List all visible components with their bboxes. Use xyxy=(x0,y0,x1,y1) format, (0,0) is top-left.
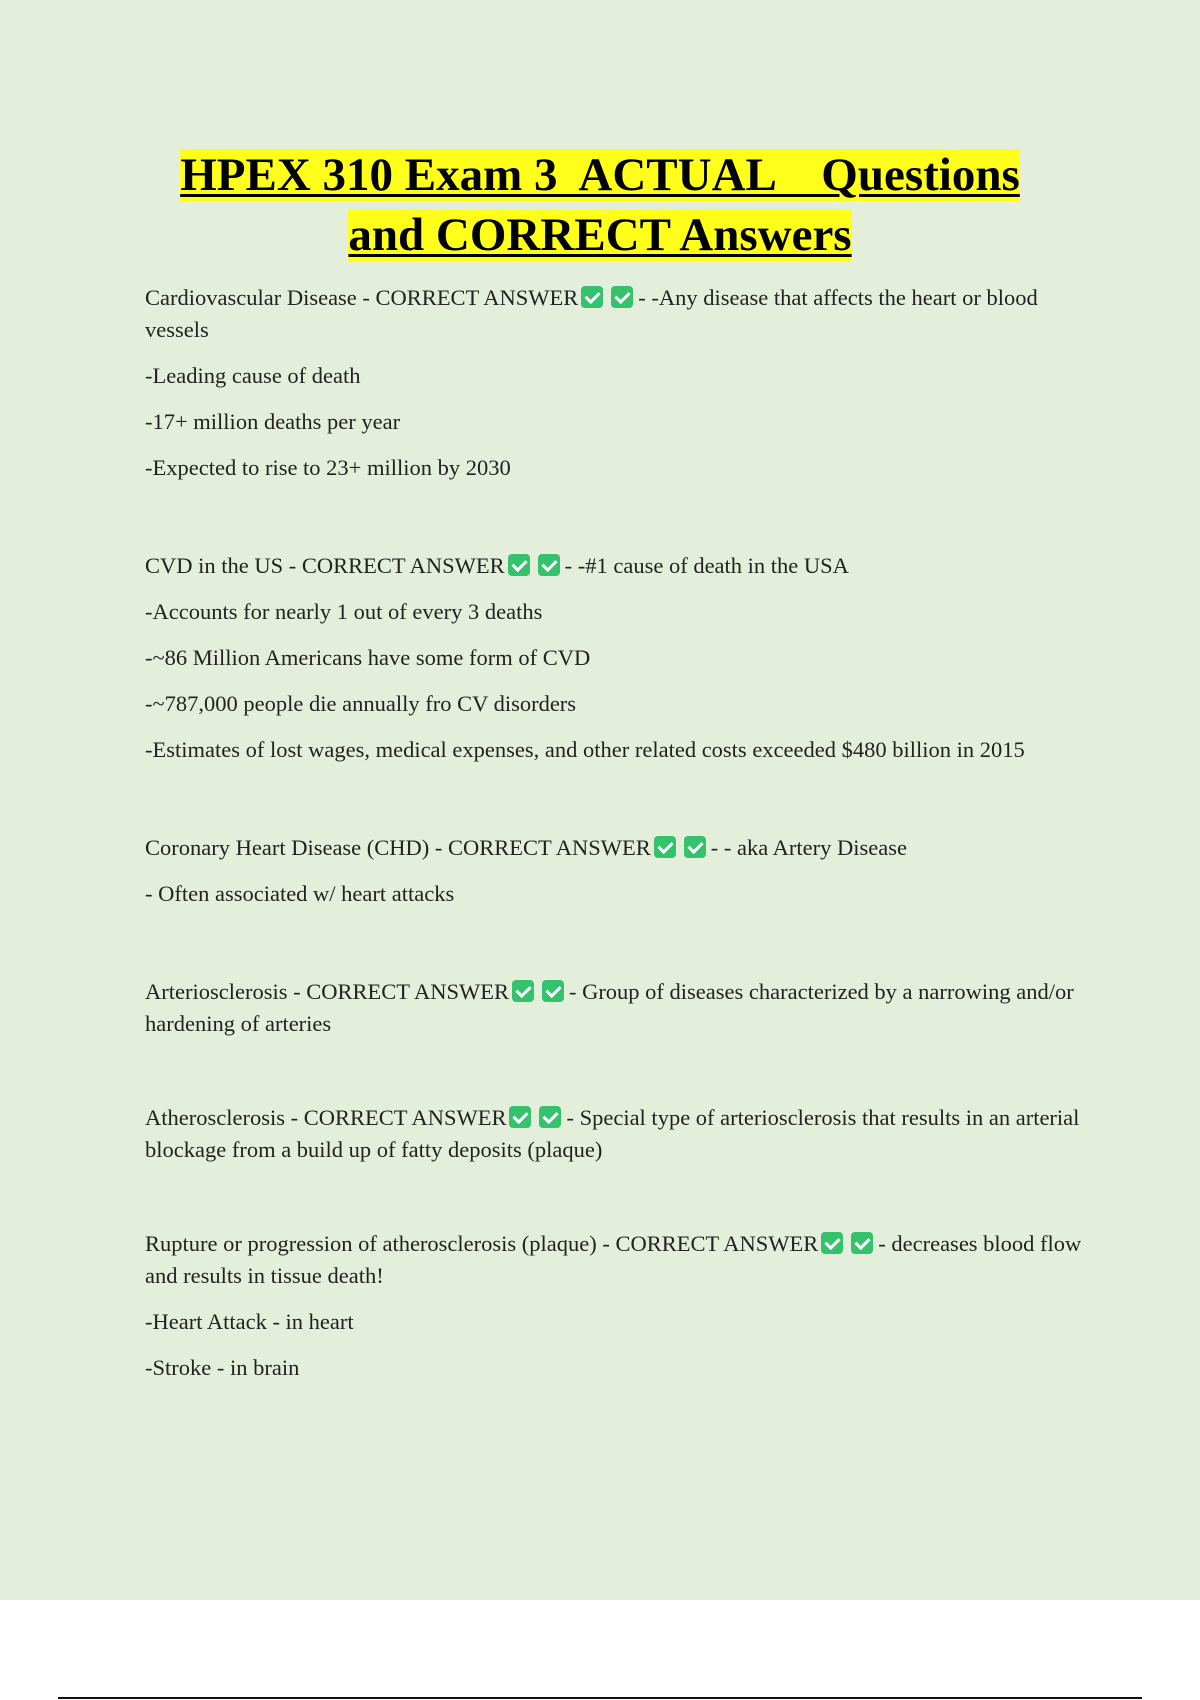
answer-line: -~86 Million Americans have some form of CVD xyxy=(145,645,591,670)
check-mark-icon xyxy=(542,980,564,1002)
qa-answer: - Special type of arteriosclerosis that results in an arterial blockage from a build up of fatty deposits (plaque) xyxy=(145,1105,1080,1162)
qa-term: Cardiovascular Disease - xyxy=(145,285,376,310)
title-line-1: HPEX 310 Exam 3 ACTUAL Questions xyxy=(180,149,1020,201)
qa-term: Rupture or progression of atherosclerosis (plaque) - xyxy=(145,1231,616,1256)
qa-entry-atherosclerosis xyxy=(145,1102,1085,1166)
answer-marker: CORRECT ANSWER xyxy=(448,835,651,860)
qa-answer: - decreases blood flow and results in tissue death! xyxy=(145,1231,1082,1288)
qa-term: Atherosclerosis - xyxy=(145,1105,304,1130)
answer-line: -Expected to rise to 23+ million by 2030 xyxy=(145,455,511,480)
qa-entry-rupture-or-progression xyxy=(145,1228,1085,1384)
answer-line: -Estimates of lost wages, medical expenses, and other related costs exceeded $480 billion in 2015 xyxy=(145,737,1025,762)
answer-line: - Often associated w/ heart attacks xyxy=(145,881,455,906)
qa-question xyxy=(145,1102,1085,1166)
check-mark-icon xyxy=(821,1232,843,1254)
qa-term: Arteriosclerosis - xyxy=(145,979,307,1004)
title-line-2: and CORRECT Answers xyxy=(348,209,852,261)
qa-entry-cvd-in-the-us xyxy=(145,550,1085,766)
qa-question xyxy=(145,550,1085,582)
qa-entry-coronary-heart-disease xyxy=(145,832,1085,910)
qa-term: Coronary Heart Disease (CHD) - xyxy=(145,835,449,860)
qa-entry-cardiovascular-disease xyxy=(145,282,1085,484)
qa-question xyxy=(145,976,1085,1040)
answer-marker: CORRECT ANSWER xyxy=(615,1231,819,1256)
check-mark-icon xyxy=(539,1106,561,1128)
answer-line: -~787,000 people die annually fro CV disorders xyxy=(145,691,577,716)
qa-question xyxy=(145,282,1085,346)
check-mark-icon xyxy=(611,286,633,308)
qa-question xyxy=(145,832,1085,864)
check-mark-icon xyxy=(512,980,534,1002)
check-mark-icon xyxy=(654,836,676,858)
answer-line: -Leading cause of death xyxy=(145,363,361,388)
check-mark-icon xyxy=(581,286,603,308)
qa-answer: - - aka Artery Disease xyxy=(710,835,907,860)
qa-answer: - Group of diseases characterized by a narrowing and/or hardening of arteries xyxy=(145,979,1074,1036)
check-mark-icon xyxy=(508,554,530,576)
answer-marker: CORRECT ANSWER xyxy=(303,1105,507,1130)
document-title xyxy=(145,145,1055,265)
answer-marker: CORRECT ANSWER xyxy=(301,553,505,578)
answer-marker: CORRECT ANSWER xyxy=(306,979,509,1004)
answer-line: -Heart Attack - in heart xyxy=(145,1309,354,1334)
qa-entry-arteriosclerosis xyxy=(145,976,1085,1040)
footer-divider xyxy=(58,1697,1142,1699)
check-mark-icon xyxy=(509,1106,531,1128)
qa-question xyxy=(145,1228,1085,1292)
answer-line: -Accounts for nearly 1 out of every 3 deaths xyxy=(145,599,543,624)
answer-line: -17+ million deaths per year xyxy=(145,409,401,434)
check-mark-icon xyxy=(538,554,560,576)
answer-line: -Stroke - in brain xyxy=(145,1355,300,1380)
qa-list xyxy=(145,282,1085,1398)
qa-answer: - -#1 cause of death in the USA xyxy=(564,553,849,578)
check-mark-icon xyxy=(851,1232,873,1254)
qa-term: CVD in the US - xyxy=(145,553,302,578)
answer-marker: CORRECT ANSWER xyxy=(375,285,579,310)
check-mark-icon xyxy=(684,836,706,858)
qa-answer: - -Any disease that affects the heart or blood vessels xyxy=(145,285,1038,342)
